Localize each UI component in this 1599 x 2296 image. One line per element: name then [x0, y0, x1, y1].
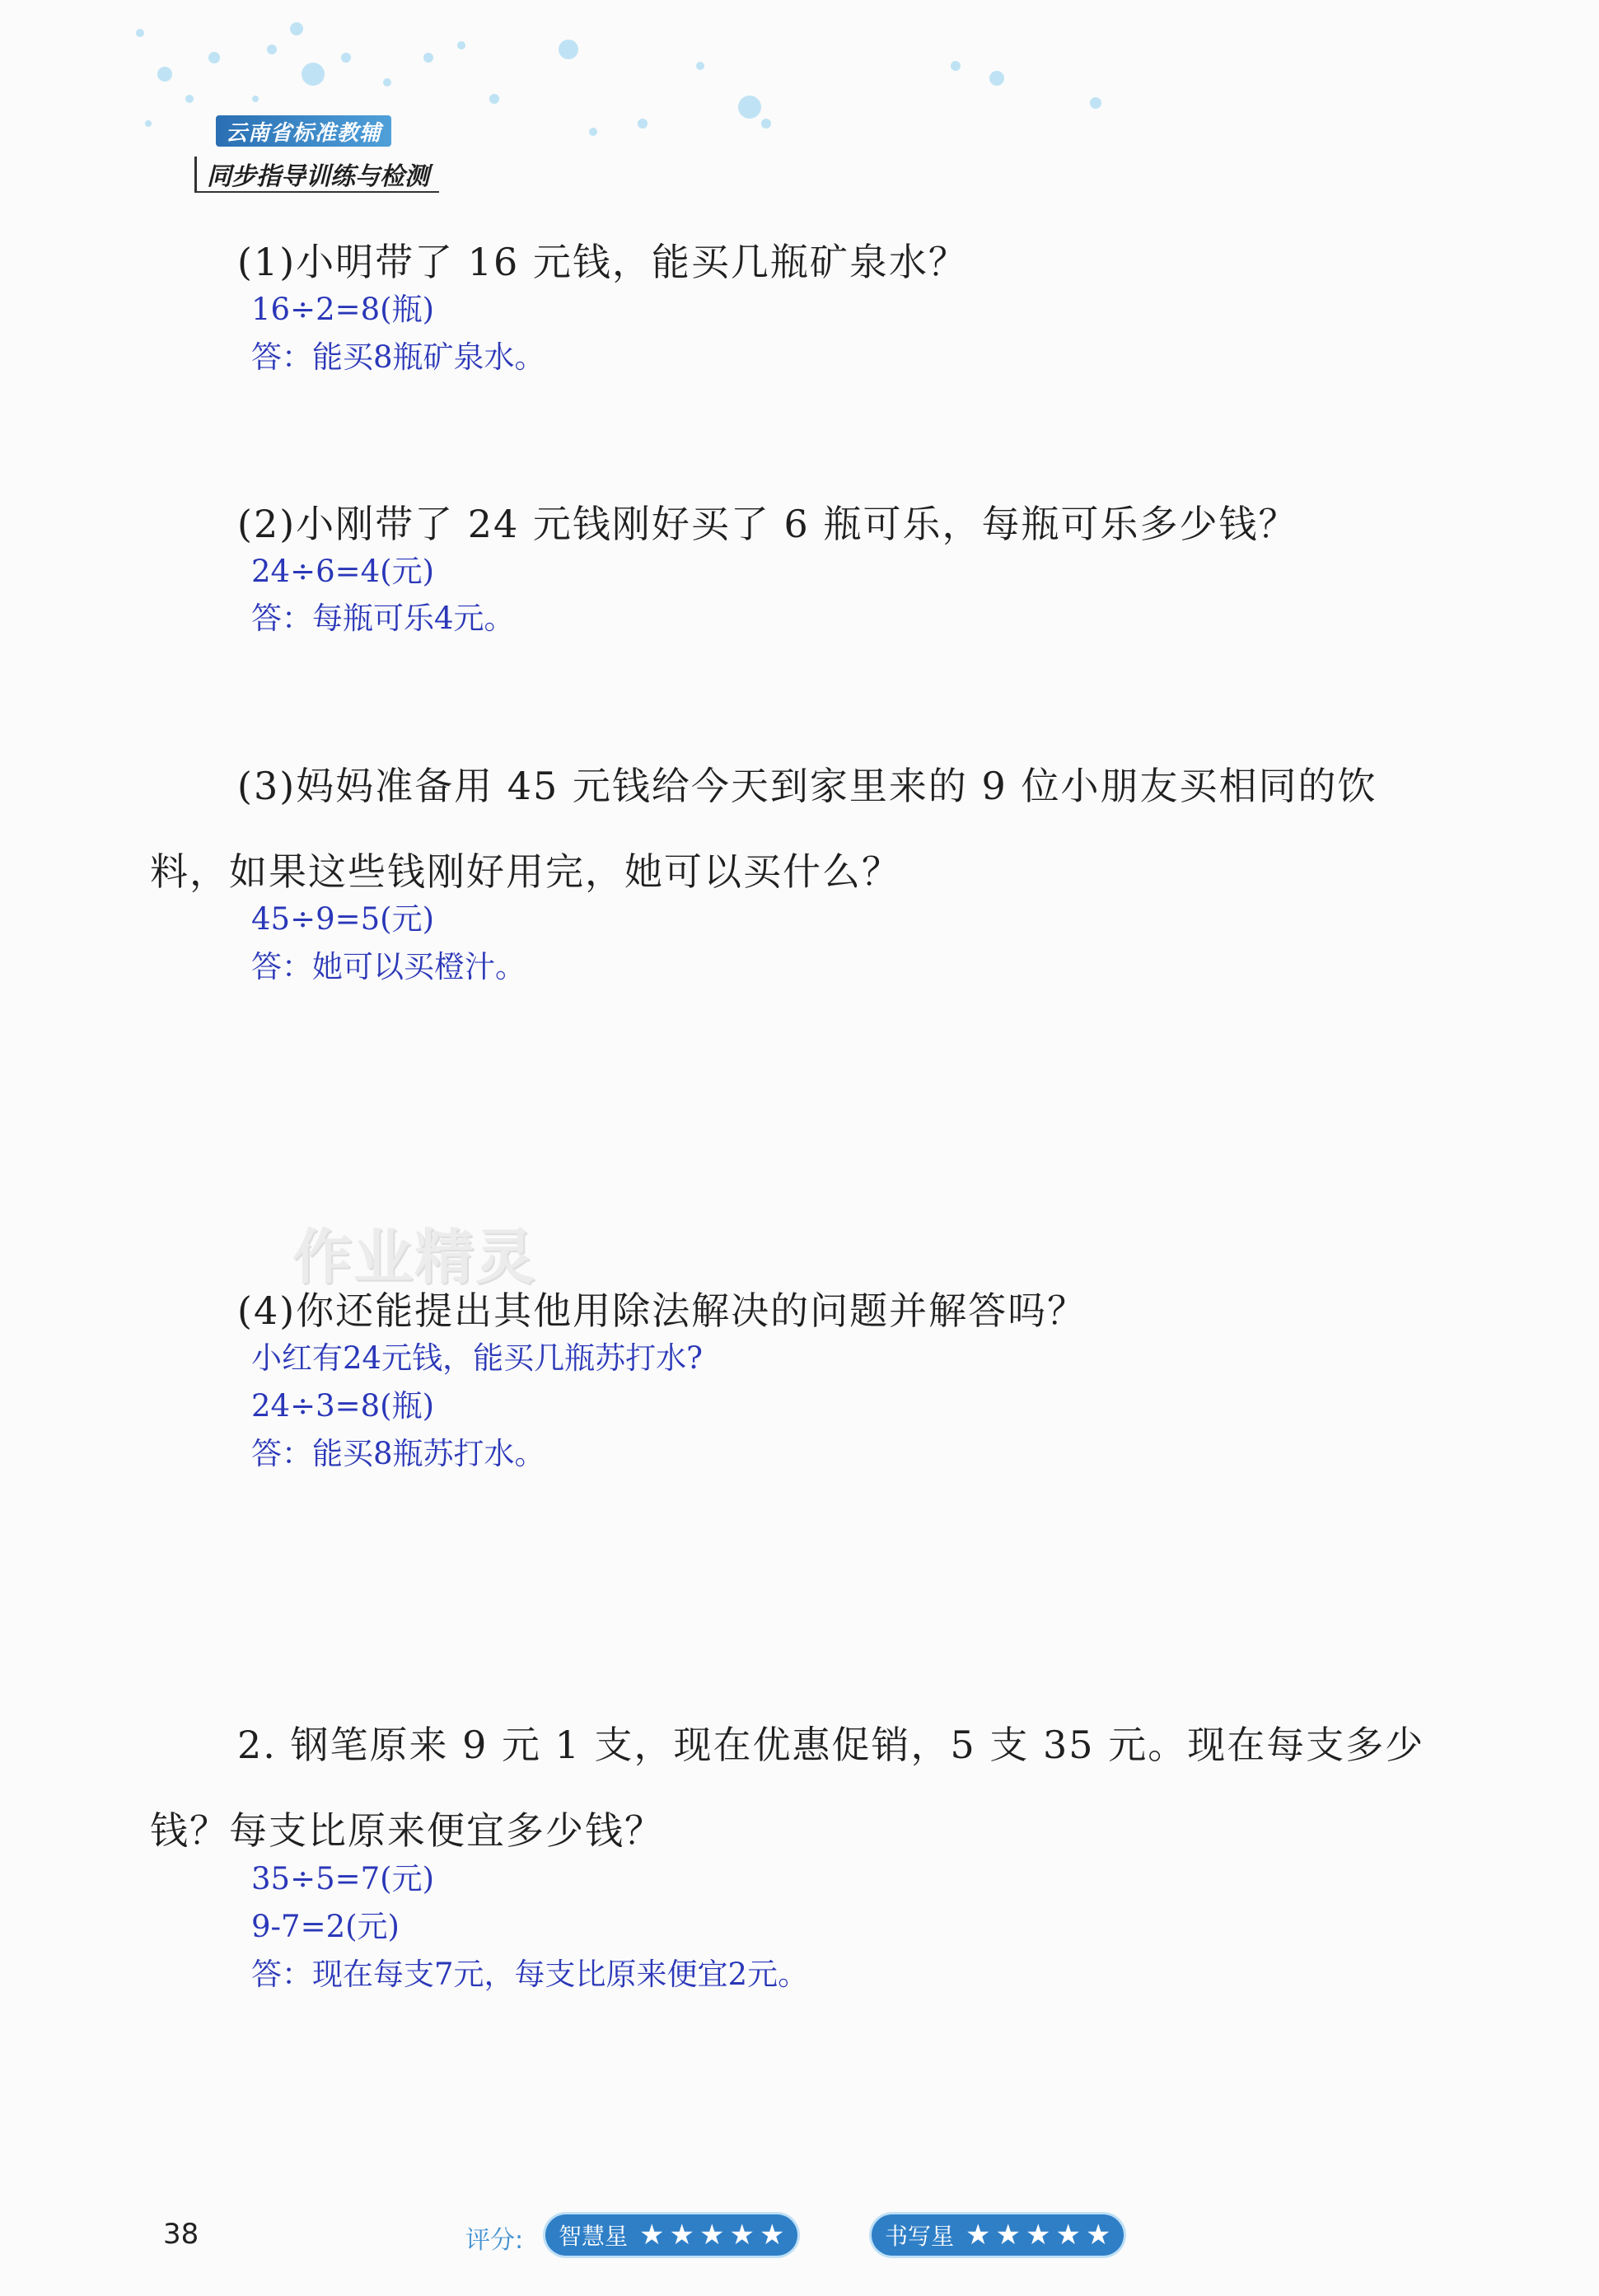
star-icon: ★ — [759, 2219, 785, 2252]
question-2-text: (2)小刚带了 24 元钱刚好买了 6 瓶可乐，每瓶可乐多少钱？ — [237, 502, 1298, 546]
problem-2-text-line-1: 2. 钢笔原来 9 元 1 支，现在优惠促销，5 支 35 元。现在每支多少 — [237, 1723, 1425, 1767]
star-icon: ★ — [699, 2219, 725, 2252]
question-4-text: (4)你还能提出其他用除法解决的问题并解答吗？ — [237, 1288, 1087, 1333]
page-number: 38 — [163, 2218, 199, 2251]
star-icon: ★ — [1085, 2219, 1111, 2252]
writing-star-rating — [872, 2214, 1124, 2256]
star-icon: ★ — [669, 2219, 694, 2252]
wisdom-stars — [639, 2219, 785, 2252]
star-icon: ★ — [965, 2219, 991, 2252]
question-4-answer-equation: 24÷3=8(瓶) — [251, 1388, 435, 1424]
question-2-answer-equation: 24÷6=4(元) — [251, 554, 435, 589]
question-1-answer-equation: 16÷2=8(瓶) — [251, 292, 435, 327]
star-icon: ★ — [1025, 2219, 1051, 2252]
star-icon: ★ — [1055, 2219, 1081, 2252]
question-3-answer-equation: 45÷9=5(元) — [251, 901, 435, 937]
writing-stars — [965, 2219, 1111, 2252]
question-2-answer-statement: 答：每瓶可乐4元。 — [251, 601, 515, 636]
star-icon: ★ — [729, 2219, 755, 2252]
wisdom-star-label: 智慧星 — [559, 2223, 629, 2250]
question-4-answer-question: 小红有24元钱，能买几瓶苏打水? — [251, 1340, 703, 1376]
star-icon: ★ — [639, 2219, 665, 2252]
problem-2-answer-statement: 答：现在每支7元，每支比原来便宜2元。 — [251, 1957, 809, 1992]
question-3-text-line-2: 料，如果这些钱刚好用完，她可以买什么？ — [150, 849, 901, 894]
problem-2-answer-equation-1: 35÷5=7(元) — [251, 1861, 435, 1896]
question-3-answer-statement: 答：她可以买橙汁。 — [251, 949, 526, 984]
watermark: 作业精灵 — [292, 1223, 537, 1292]
question-1-text: (1)小明带了 16 元钱，能买几瓶矿泉水？ — [237, 240, 968, 284]
question-1-answer-statement: 答：能买8瓶矿泉水。 — [251, 339, 545, 375]
star-icon: ★ — [995, 2219, 1021, 2252]
publisher-badge: 云南省标准教辅 — [216, 115, 391, 147]
book-subtitle: 同步指导训练与检测 — [194, 157, 439, 193]
question-4-answer-statement: 答：能买8瓶苏打水。 — [251, 1436, 545, 1471]
problem-2-text-line-2: 钱？每支比原来便宜多少钱？ — [150, 1808, 664, 1853]
question-3-text-line-1: (3)妈妈准备用 45 元钱给今天到家里来的 9 位小朋友买相同的饮 — [237, 764, 1377, 808]
wisdom-star-rating — [545, 2214, 797, 2256]
score-label: 评分: — [465, 2226, 524, 2255]
writing-star-label: 书写星 — [885, 2223, 955, 2250]
problem-2-answer-equation-2: 9-7=2(元) — [251, 1909, 400, 1944]
